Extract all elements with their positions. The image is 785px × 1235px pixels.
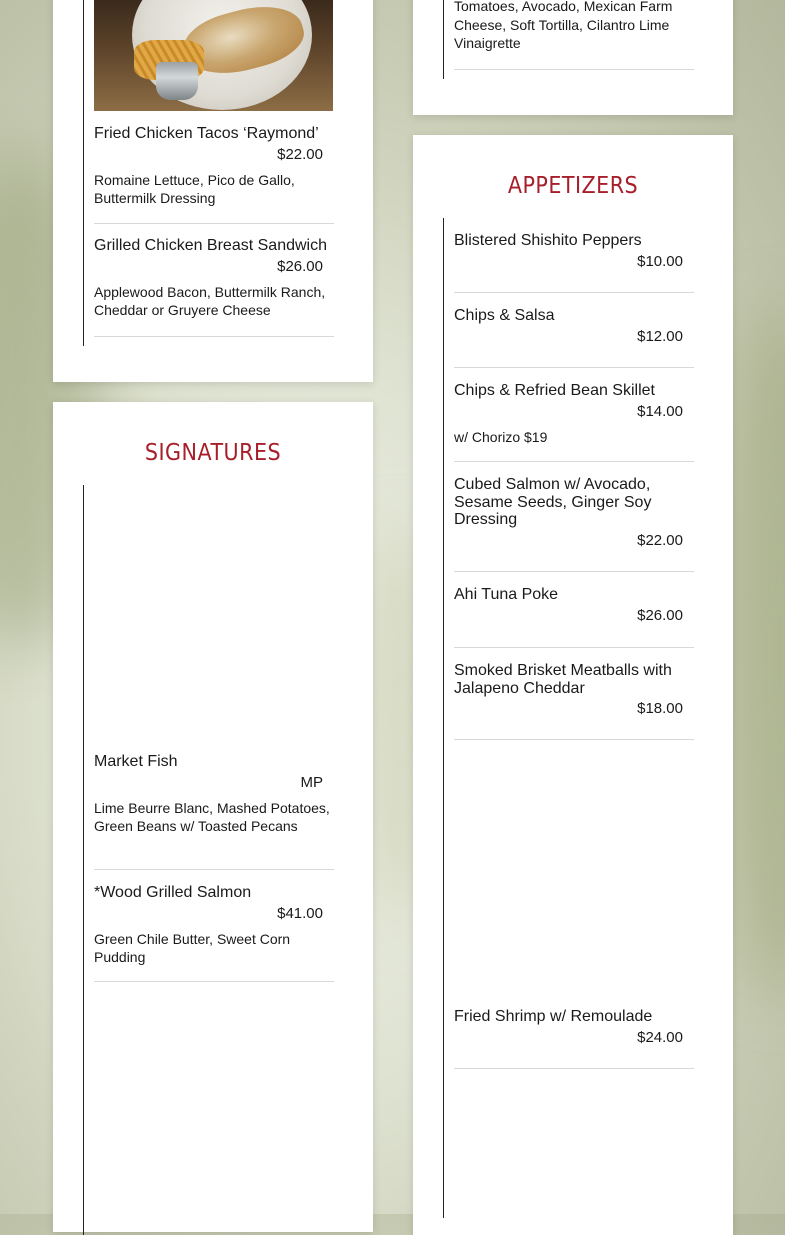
menu-item-price: $22.00 bbox=[637, 531, 683, 549]
section-title: APPETIZERS bbox=[507, 173, 639, 199]
menu-item bbox=[94, 884, 334, 967]
menu-item bbox=[94, 753, 334, 836]
menu-item-price: $26.00 bbox=[277, 257, 323, 275]
menu-item-price: $41.00 bbox=[277, 904, 323, 922]
menu-item-description: Green Chile Butter, Sweet Corn Pudding bbox=[94, 930, 291, 965]
menu-item-name: *Wood Grilled Salmon bbox=[94, 884, 252, 901]
menu-item bbox=[94, 237, 334, 320]
menu-item-description: Applewood Bacon, Buttermilk Ranch, Cheddar or Gruyere Cheese bbox=[94, 283, 326, 318]
menu-item bbox=[454, 0, 694, 53]
item-separator bbox=[94, 869, 334, 870]
menu-item-name: Fried Chicken Tacos ‘Raymond’ bbox=[94, 125, 319, 142]
menu-item-description: Romaine Lettuce, Pico de Gallo, Buttermilk Dressing bbox=[94, 171, 295, 206]
item-separator bbox=[454, 647, 694, 648]
menu-divider-line bbox=[443, 0, 444, 79]
item-separator bbox=[454, 1068, 694, 1069]
menu-item-price: MP bbox=[300, 773, 323, 791]
menu-item-name: Cubed Salmon w/ Avocado, Sesame Seeds, Ginger Soy Dressing bbox=[454, 476, 652, 528]
item-separator bbox=[94, 981, 334, 982]
item-separator bbox=[454, 292, 694, 293]
menu-item-price: $22.00 bbox=[277, 145, 323, 163]
item-separator bbox=[454, 739, 694, 740]
menu-item-price: $10.00 bbox=[637, 252, 683, 270]
menu-divider-line bbox=[443, 218, 444, 1218]
section-title: SIGNATURES bbox=[144, 440, 282, 466]
menu-item-name: Chips & Refried Bean Skillet bbox=[454, 382, 655, 399]
item-separator bbox=[454, 571, 694, 572]
menu-item-price: $18.00 bbox=[637, 700, 683, 717]
item-separator bbox=[94, 223, 334, 224]
menu-item-description: w/ Chorizo $19 bbox=[454, 428, 548, 445]
menu-item bbox=[454, 232, 694, 271]
menu-item-price: $14.00 bbox=[637, 402, 683, 420]
menu-item-price: $26.00 bbox=[637, 606, 683, 624]
menu-item bbox=[454, 586, 694, 625]
item-separator bbox=[454, 367, 694, 368]
menu-item-description: Tomatoes, Avocado, Mexican Farm Cheese, Soft Tortilla, Cilantro Lime Vinaigrette bbox=[454, 0, 673, 51]
menu-card-tacos bbox=[413, 0, 733, 115]
fried-chicken-tacos-photo bbox=[94, 0, 333, 111]
menu-item bbox=[454, 382, 694, 446]
menu-item bbox=[94, 125, 334, 208]
menu-item-name: Chips & Salsa bbox=[454, 307, 555, 324]
menu-item-name: Fried Shrimp w/ Remoulade bbox=[454, 1008, 653, 1025]
menu-card-sandwiches bbox=[53, 0, 373, 382]
menu-divider-line bbox=[83, 0, 84, 346]
menu-item-price: $12.00 bbox=[637, 327, 683, 345]
item-separator bbox=[94, 336, 334, 337]
menu-item-name: Smoked Brisket Meatballs with Jalapeno Cheddar bbox=[454, 662, 672, 697]
menu-item bbox=[454, 476, 694, 550]
menu-divider-line bbox=[83, 485, 84, 1235]
menu-item-name: Blistered Shishito Peppers bbox=[454, 232, 642, 249]
item-separator bbox=[454, 69, 694, 70]
menu-item-description: Lime Beurre Blanc, Mashed Potatoes, Green Beans w/ Toasted Pecans bbox=[94, 799, 330, 834]
menu-item bbox=[454, 307, 694, 346]
menu-item bbox=[454, 1008, 694, 1047]
item-separator bbox=[454, 461, 694, 462]
menu-item-name: Grilled Chicken Breast Sandwich bbox=[94, 237, 327, 254]
menu-item-name: Ahi Tuna Poke bbox=[454, 586, 559, 603]
menu-card-appetizers bbox=[413, 135, 733, 1235]
menu-card-signatures bbox=[53, 402, 373, 1232]
menu-item bbox=[454, 662, 694, 718]
menu-item-name: Market Fish bbox=[94, 753, 178, 770]
menu-item-price: $24.00 bbox=[637, 1028, 683, 1046]
